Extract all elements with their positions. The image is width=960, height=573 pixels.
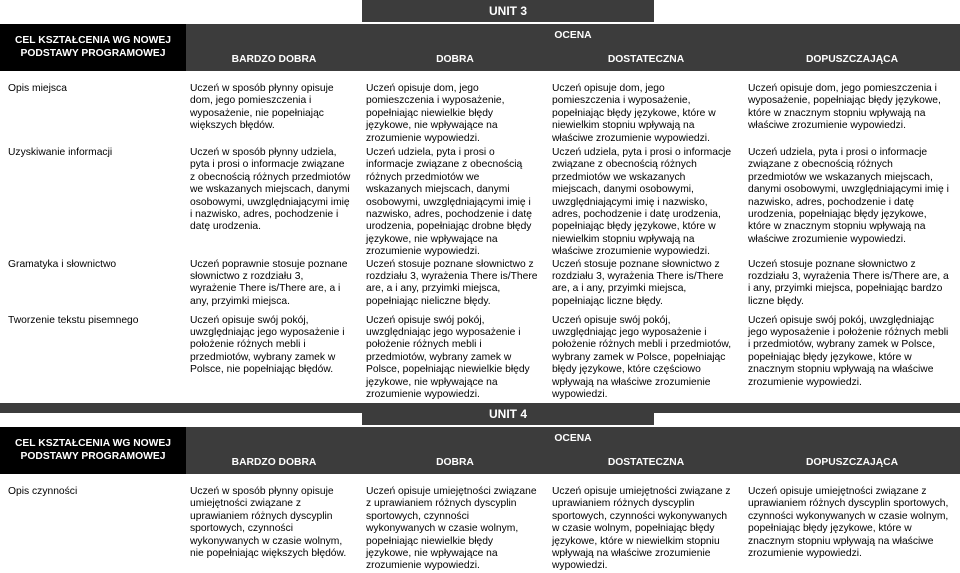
table-row — [0, 83, 960, 147]
unit3-grade-dobra: DOBRA — [362, 49, 548, 71]
table-row — [0, 486, 960, 573]
rubric-cell: Uczeń udziela, pyta i prosi o informacje związane z obecnością różnych przedmiotów we wskazanych miejscach, danymi osobowymi, uwzględniającymi imię i nazwisko, adres, pochodzenie i datę urodzenia, popełniając drobne błędy językowe, nie wpływające na zrozumienie wypowiedzi. — [366, 147, 532, 258]
criterion-label: Tworzenie tekstu pisemnego — [8, 314, 139, 326]
rubric-cell: Uczeń udziela, pyta i prosi o informacje związane z obecnością różnych przedmiotów we wskazanych miejscach, danymi osobowymi, uwzględniającymi imię i nazwisko, adres, pochodzenie i datę urodzenia, popełniając błędy językowe, które w niewielkim stopniu wpływają na właściwe zrozumienie wypowiedzi. — [552, 147, 732, 258]
unit4-grade-dobra: DOBRA — [362, 452, 548, 474]
rubric-cell: Uczeń udziela, pyta i prosi o informacje związane z obecnością różnych przedmiotów we wskazanych miejscach, danymi osobowymi, uwzględniającymi imię i nazwisko, adres, pochodzenie i datę urodzenia, popełniając błędy językowe, które w znacznym stopniu wpływają na właściwe zrozumienie wypowiedzi. — [748, 147, 949, 245]
table-row — [0, 259, 960, 315]
rubric-cell: Uczeń w sposób płynny opisuje dom, jego pomieszczenia i wyposażenie, nie popełniając większych błędów. — [190, 83, 334, 132]
rubric-cell: Uczeń stosuje poznane słownictwo z rozdziału 3, wyrażenia There is/There are, a i any, przyimki miejsca, popełniając liczne błędy. — [552, 258, 724, 307]
rubric-cell: Uczeń stosuje poznane słownictwo z rozdziału 3, wyrażenia There is/There are, a i any, przyimki miejsca, popełniając bardzo liczne błędy. — [748, 258, 949, 307]
unit3-goal-header: CEL KSZTAŁCENIA WG NOWEJ PODSTAWY PROGRAMOWEJ — [0, 24, 186, 71]
criterion-label: Gramatyka i słownictwo — [8, 258, 117, 270]
rubric-cell: Uczeń opisuje umiejętności związane z uprawianiem różnych dyscyplin sportowych, czynności wykonywanych w czasie wolnym, popełniając niewielkie błędy językowe, nie wpływające na zrozumienie wypowiedzi. — [366, 486, 537, 572]
table-row — [0, 315, 960, 402]
rubric-cell: Uczeń stosuje poznane słownictwo z rozdziału 3, wyrażenia There is/There are, a i any, przyimki miejsca, popełniając nieliczne błędy. — [366, 258, 538, 307]
rubric-cell: Uczeń opisuje swój pokój, uwzględniając jego wyposażenie i położenie różnych mebli i przedmiotów, wybrany zamek w Polsce, nie popełniając błędów. — [190, 314, 345, 376]
unit3-grade-dopuszczajaca: DOPUSZCZAJĄCA — [744, 49, 960, 71]
unit3-ocena-header: OCENA — [186, 24, 960, 49]
unit4-grade-bardzo-dobra: BARDZO DOBRA — [186, 452, 362, 474]
unit4-title-bar — [362, 403, 654, 425]
criterion-label: Opis miejsca — [8, 83, 67, 94]
unit3-title-bar — [362, 0, 654, 22]
rubric-cell: Uczeń w sposób płynny udziela, pyta i prosi o informacje związane z obecnością różnych przedmiotów we wskazanych miejscach, danymi osobowymi, uwzględniającymi imię i nazwisko, adres, pochodzenie i datę urodzenia. — [190, 147, 351, 233]
criterion-label: Opis czynności — [8, 486, 78, 497]
rubric-cell: Uczeń opisuje swój pokój, uwzględniając jego wyposażenie i położenie różnych mebli i przedmiotów, wybrany zamek w Polsce, popełniając niewielkie błędy językowe, nie wpływające na zrozumienie wypowiedzi. — [366, 314, 530, 401]
rubric-cell: Uczeń opisuje umiejętności związane z uprawianiem różnych dyscyplin sportowych, czynności wykonywanych w czasie wolnym, popełniając błędy językowe, które w niewielkim stopniu wpływają na właściwe zrozumienie wypowiedzi. — [552, 486, 731, 572]
unit3-grade-bardzo-dobra: BARDZO DOBRA — [186, 49, 362, 71]
unit4-ocena-header: OCENA — [186, 427, 960, 452]
rubric-cell: Uczeń opisuje umiejętności związane z uprawianiem różnych dyscyplin sportowych, czynności wykonywanych w czasie wolnym, popełniając błędy językowe, które w znacznym stopniu wpływają na właściwe zrozumienie wypowiedzi. — [748, 486, 949, 560]
table-row — [0, 147, 960, 259]
rubric-cell: Uczeń opisuje dom, jego pomieszczenia i wyposażenie, popełniając błędy językowe, które w niewielkim stopniu wpływają na właściwe zrozumienie wypowiedzi. — [552, 83, 716, 144]
unit4-table — [0, 427, 960, 573]
rubric-cell: Uczeń opisuje dom, jego pomieszczenia i wyposażenie, popełniając niewielkie błędy językowe, nie wpływające na zrozumienie wypowiedzi. — [366, 83, 505, 144]
rubric-cell: Uczeń opisuje dom, jego pomieszczenia i wyposażenie, popełniając błędy językowe, które w znacznym stopniu wpływają na właściwe zrozumienie wypowiedzi. — [748, 83, 941, 132]
rubric-cell: Uczeń poprawnie stosuje poznane słownictwo z rozdziału 3, wyrażenie There is/There are, a i any, przyimki miejsca. — [190, 258, 348, 307]
unit4-goal-header: CEL KSZTAŁCENIA WG NOWEJ PODSTAWY PROGRAMOWEJ — [0, 427, 186, 474]
unit3-title: UNIT 3 — [488, 4, 527, 18]
unit4-grade-dostateczna: DOSTATECZNA — [548, 452, 744, 474]
rubric-cell: Uczeń opisuje swój pokój, uwzględniając jego wyposażenie i położenie różnych mebli i przedmiotów, wybrany zamek w Polsce, popełniając błędy językowe, które w znacznym stopniu wpływają na właściwe zrozumienie wypowiedzi. — [748, 314, 949, 388]
rubric-cell: Uczeń opisuje swój pokój, uwzględniając jego wyposażenie i położenie różnych mebli i przedmiotów, wybrany zamek w Polsce, popełniając błędy językowe, które częściowo wpływają na właściwe zrozumienie wypowiedzi. — [552, 314, 732, 401]
rubric-cell: Uczeń w sposób płynny opisuje umiejętności związane z uprawianiem różnych dyscyplin sportowych, czynności wykonywanych w czasie wolnym, nie popełniając większych błędów. — [190, 486, 347, 560]
criterion-label: Uzyskiwanie informacji — [8, 147, 113, 158]
unit4-title: UNIT 4 — [488, 407, 527, 421]
unit4-grade-dopuszczajaca: DOPUSZCZAJĄCA — [744, 452, 960, 474]
unit3-table — [0, 24, 960, 402]
unit3-grade-dostateczna: DOSTATECZNA — [548, 49, 744, 71]
